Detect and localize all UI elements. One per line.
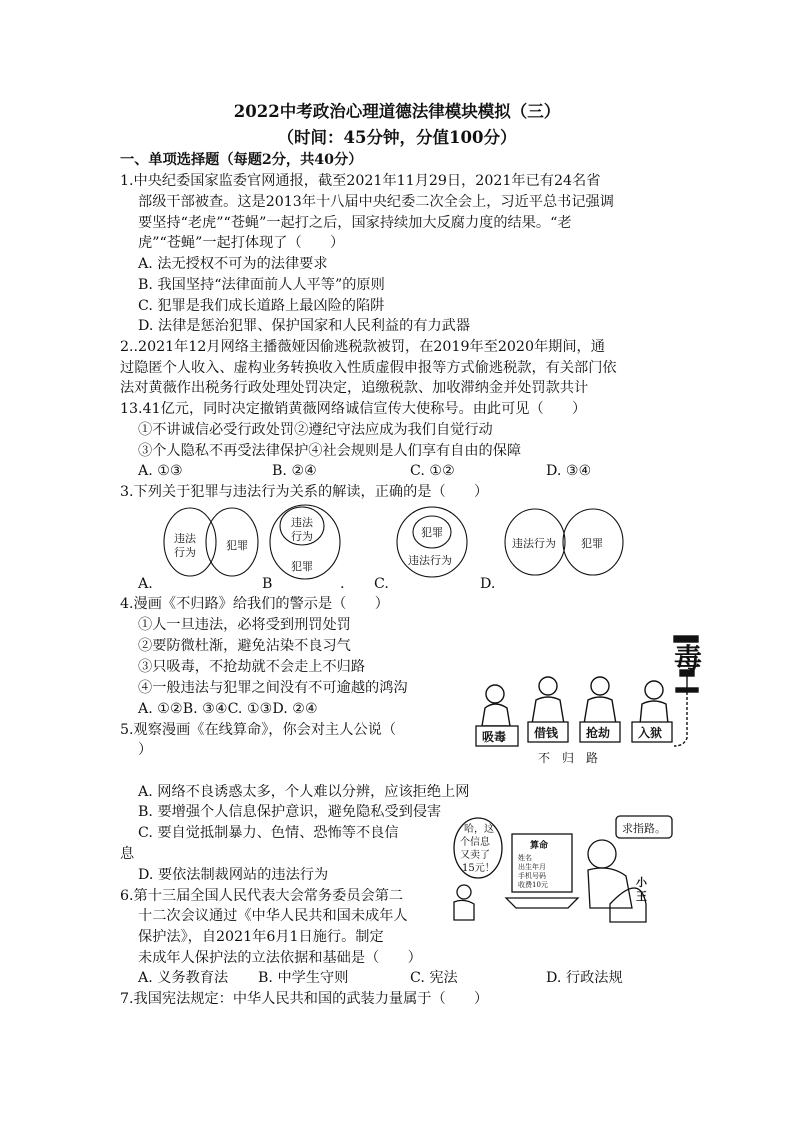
- q3-diagram-d-left-label: 违法行为: [512, 537, 556, 550]
- cartoon-sign-label: 抢劫: [586, 726, 611, 740]
- q3-option-d[interactable]: D.: [480, 576, 496, 592]
- q3-diagrams: [150, 500, 710, 580]
- q2-option-d[interactable]: D. ③④: [546, 463, 592, 479]
- q6-stem-line: 保护法》，自2021年6月1日施行。制定: [138, 929, 384, 945]
- q3-stem-line: 3.下列关于犯罪与违法行为关系的解读，正确的是（ ）: [120, 484, 489, 500]
- cartoon-online-fortune: [450, 812, 680, 924]
- cartoon-screen-text: 手机号码: [518, 872, 546, 880]
- q4-statement: ④一般违法与犯罪之间没有不可逾越的鸿沟: [138, 680, 408, 696]
- q6-stem-line: 6.第十三届全国人民代表大会常务委员会第二: [120, 888, 404, 904]
- q3-diagram-a-left-label: 行为: [174, 546, 196, 559]
- q3-diagram-d-right-label: 犯罪: [581, 537, 603, 550]
- q1-stem-line: 虎”“苍蝇”一起打体现了（ ）: [138, 235, 345, 251]
- q3-diagram-b-inner-label: 行为: [291, 530, 313, 543]
- cartoon-screen-text: 出生年月: [518, 863, 546, 871]
- cartoon-sign-label: 吸毒: [482, 730, 507, 744]
- q1-option-b[interactable]: B. 我国坚持“法律面前人人平等”的原则: [138, 277, 385, 293]
- q3-diagram-c-outer-label: 违法行为: [408, 554, 452, 567]
- q4-statement: ①人一旦违法，必将受到刑罚处罚: [138, 617, 351, 633]
- cartoon-screen-text: 姓名: [518, 854, 532, 862]
- q5-option-c[interactable]: C. 要自觉抵制暴力、色情、恐怖等不良信: [138, 825, 399, 841]
- q7-stem-line: 7.我国宪法规定：中华人民共和国的武装力量属于（ ）: [120, 991, 489, 1007]
- q2-option-a[interactable]: A. ①③: [138, 463, 183, 479]
- cartoon-bubble-text: 又卖了: [460, 850, 490, 861]
- q3-diagram-a-right-label: 犯罪: [226, 539, 248, 552]
- cartoon-bubble-text: 哈，这: [464, 824, 494, 835]
- page-subtitle: （时间：45分钟，分值100分）: [277, 128, 517, 147]
- section-heading: 一、单项选择题（每题2分，共40分）: [120, 152, 363, 168]
- cartoon-screen-text: 收费10元: [518, 881, 548, 889]
- q6-option-b[interactable]: B. 中学生守则: [258, 970, 349, 986]
- q5-option-d[interactable]: D. 要依法制裁网站的违法行为: [138, 867, 329, 883]
- q4-options[interactable]: A. ①②B. ③④C. ①③D. ②④: [138, 701, 318, 717]
- q6-option-a[interactable]: A. 义务教育法: [138, 970, 229, 986]
- q2-stem-line: 2..2021年12月网络主播薇娅因偷逃税款被罚，在2019年至2020年期间，通: [120, 339, 605, 355]
- q3-diagram-c-inner-label: 犯罪: [421, 526, 443, 539]
- q2-option-c[interactable]: C. ①②: [410, 463, 455, 479]
- q6-option-d[interactable]: D. 行政法规: [546, 970, 623, 986]
- cartoon-name-label: 王: [636, 890, 647, 903]
- q1-option-c[interactable]: C. 犯罪是我们成长道路上最凶险的陷阱: [138, 298, 385, 314]
- q5-stem-line: ）: [138, 742, 153, 758]
- q3-option-dot: .: [340, 576, 345, 592]
- q4-statement: ②要防微杜渐，避免沾染不良习气: [138, 638, 351, 654]
- cartoon-bubble-text: 个信息: [460, 837, 490, 848]
- q3-diagram-b-inner-label: 违法: [291, 516, 313, 529]
- cartoon-bubble-text: 求指路。: [622, 822, 666, 835]
- q1-stem-line: 部级干部被查。这是2013年十八届中央纪委二次全会上，习近平总书记强调: [138, 194, 614, 210]
- q6-stem-line: 十二次会议通过《中华人民共和国未成年人: [138, 908, 408, 924]
- cartoon-name-label: 小: [636, 876, 647, 889]
- q2-stem-line: 13.41亿元，同时决定撤销黄薇网络诚信宣传大使称号。由此可见（ ）: [120, 401, 587, 417]
- q1-stem-line: 1.中央纪委国家监委官网通报，截至2021年11月29日，2021年已有24名省: [120, 173, 601, 189]
- q2-statement: ①不讲诚信必受行政处罚②遵纪守法应成为我们自觉行动: [138, 422, 493, 438]
- q2-stem-line: 过隐匿个人收入、虚构业务转换收入性质虚假申报等方式偷逃税款，有关部门依: [120, 360, 617, 376]
- q2-option-b[interactable]: B. ②④: [272, 463, 317, 479]
- q5-option-b[interactable]: B. 要增强个人信息保护意识，避免隐私受到侵害: [138, 804, 442, 820]
- q3-option-b[interactable]: B: [262, 576, 273, 592]
- q3-diagram-b-outer-label: 犯罪: [291, 560, 313, 573]
- q2-statement: ③个人隐私不再受法律保护④社会规则是人们享有自由的保障: [138, 443, 522, 459]
- q3-option-c[interactable]: C.: [374, 576, 389, 592]
- q1-option-a[interactable]: A. 法无授权不可为的法律要求: [138, 256, 328, 272]
- cartoon-sign-label: 入狱: [638, 726, 663, 740]
- q3-diagram-a-left-label: 违法: [174, 532, 196, 545]
- cartoon-no-return-road: [470, 628, 710, 768]
- cartoon-sign-label: 借钱: [534, 726, 559, 740]
- q6-stem-line: 未成年人保护法的立法依据和基础是（ ）: [138, 950, 422, 966]
- q5-option-a[interactable]: A. 网络不良诱惑太多，个人难以分辨，应该拒绝上网: [138, 784, 470, 800]
- q3-option-a[interactable]: A.: [138, 576, 153, 592]
- q5-stem-line: 5.观察漫画《在线算命》，你会对主人公说（: [120, 722, 397, 738]
- q6-option-c[interactable]: C. 宪法: [410, 970, 458, 986]
- q1-option-d[interactable]: D. 法律是惩治犯罪、保护国家和人民利益的有力武器: [138, 318, 471, 334]
- q4-stem-line: 4.漫画《不归路》给我们的警示是（ ）: [120, 596, 389, 612]
- q2-stem-line: 法对黄薇作出税务行政处理处罚决定，追缴税款、加收滞纳金并处罚款共计: [120, 380, 589, 396]
- q1-stem-line: 要坚持“老虎”“苍蝇”一起打之后，国家持续加大反腐力度的结果。“老: [138, 215, 572, 231]
- page-title: 2022中考政治心理道德法律模块模拟（三）: [233, 102, 561, 121]
- cartoon-drug-character: 毒: [674, 642, 703, 675]
- cartoon-bubble-text: 15元！: [462, 863, 495, 874]
- q5-option-c-cont: 息: [120, 846, 135, 862]
- q4-statement: ③只吸毒，不抢劫就不会走上不归路: [138, 659, 366, 675]
- cartoon-screen-text: 算命: [530, 841, 549, 851]
- cartoon-caption: 不 归 路: [538, 751, 599, 765]
